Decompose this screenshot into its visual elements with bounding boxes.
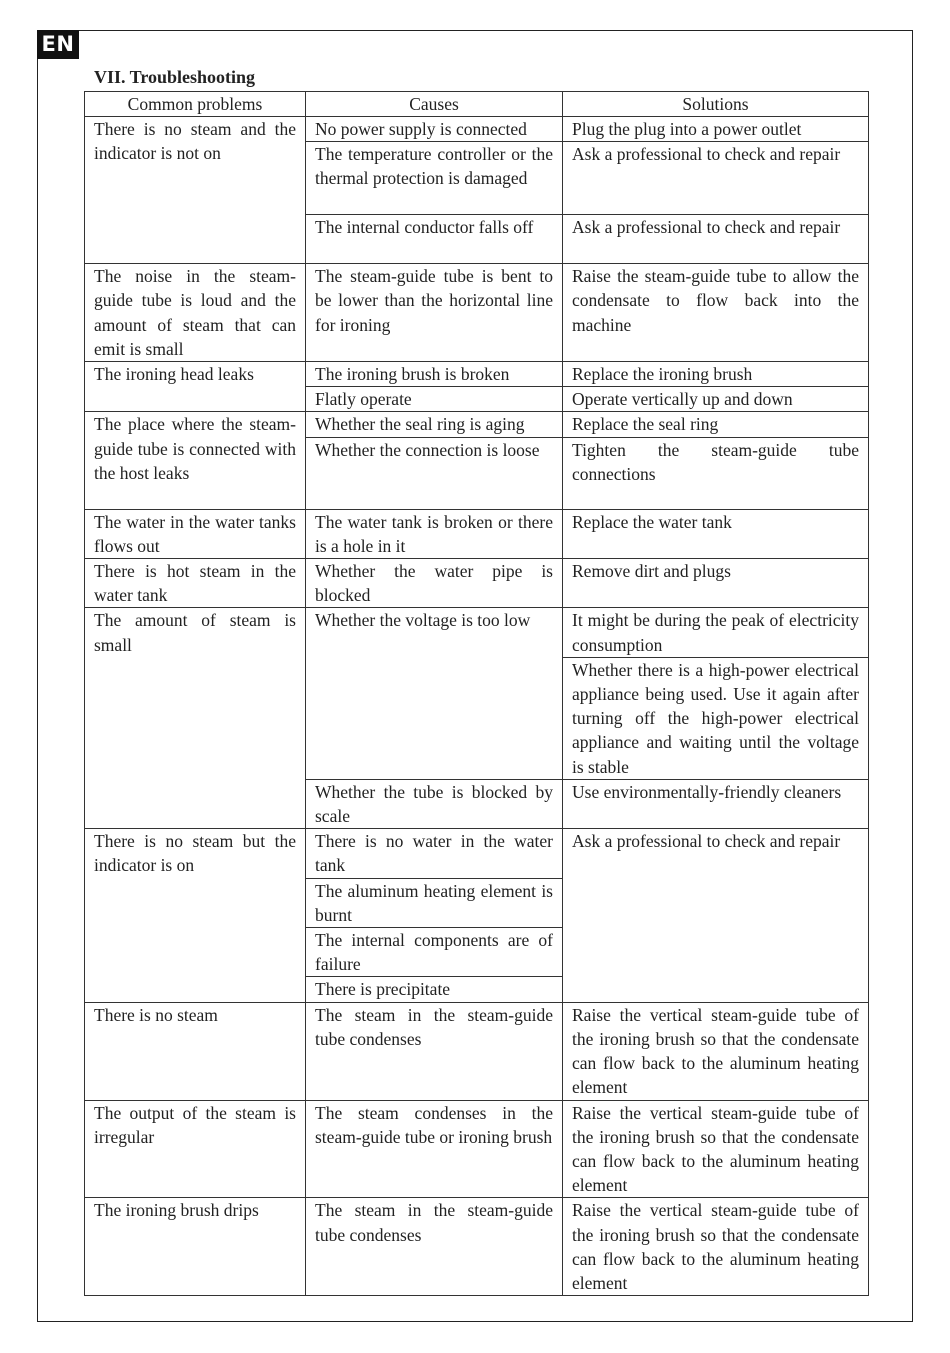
- problem-cell: The output of the steam is irregular: [85, 1100, 306, 1198]
- table-row: [85, 829, 869, 878]
- table-row: [85, 1198, 869, 1296]
- solution-cell: Raise the vertical steam-guide tube of the ironing brush so that the condensate can flow back to the aluminum heating element: [563, 1198, 869, 1296]
- cause-cell: The steam condenses in the steam-guide tube or ironing brush: [306, 1100, 563, 1198]
- cause-cell: No power supply is connected: [306, 117, 563, 142]
- header-causes: Causes: [306, 92, 563, 117]
- table-row: [85, 362, 869, 387]
- table-row: [85, 412, 869, 437]
- cause-cell: The steam in the steam-guide tube condenses: [306, 1002, 563, 1100]
- cause-cell: Whether the water pipe is blocked: [306, 559, 563, 608]
- solution-cell: Use environmentally-friendly cleaners: [563, 779, 869, 828]
- solution-cell: Tighten the steam-guide tube connections: [563, 437, 869, 509]
- problem-cell: There is no steam: [85, 1002, 306, 1100]
- cause-cell: The aluminum heating element is burnt: [306, 878, 563, 927]
- solution-cell: Plug the plug into a power outlet: [563, 117, 869, 142]
- solution-cell: Ask a professional to check and repair: [563, 215, 869, 264]
- cause-cell: The internal conductor falls off: [306, 215, 563, 264]
- cause-cell: The temperature controller or the thermal protection is damaged: [306, 142, 563, 215]
- header-solutions: Solutions: [563, 92, 869, 117]
- problem-cell: The noise in the steam-guide tube is loud and the amount of steam that can emit is small: [85, 264, 306, 362]
- solution-cell: Raise the vertical steam-guide tube of the ironing brush so that the condensate can flow back to the aluminum heating element: [563, 1100, 869, 1198]
- cause-cell: Whether the tube is blocked by scale: [306, 779, 563, 828]
- section-title: VII. Troubleshooting: [94, 67, 256, 87]
- cause-cell: Whether the voltage is too low: [306, 608, 563, 779]
- cause-cell: There is no water in the water tank: [306, 829, 563, 878]
- solution-cell: Remove dirt and plugs: [563, 559, 869, 608]
- problem-cell: There is no steam but the indicator is on: [85, 829, 306, 1002]
- cause-cell: The steam in the steam-guide tube condenses: [306, 1198, 563, 1296]
- problem-cell: The place where the steam-guide tube is connected with the host leaks: [85, 412, 306, 509]
- problem-cell: The amount of steam is small: [85, 608, 306, 829]
- solution-cell: Operate vertically up and down: [563, 387, 869, 412]
- language-badge: EN: [37, 30, 79, 59]
- table-row: [85, 559, 869, 608]
- table-row: [85, 117, 869, 142]
- cause-cell: The water tank is broken or there is a hole in it: [306, 509, 563, 558]
- table-row: [85, 1002, 869, 1100]
- table-row: [85, 509, 869, 558]
- problem-cell: There is no steam and the indicator is not on: [85, 117, 306, 264]
- solution-cell: Replace the ironing brush: [563, 362, 869, 387]
- problem-cell: There is hot steam in the water tank: [85, 559, 306, 608]
- problem-cell: The ironing brush drips: [85, 1198, 306, 1296]
- cause-cell: The internal components are of failure: [306, 928, 563, 977]
- cause-cell: Flatly operate: [306, 387, 563, 412]
- table-row: [85, 608, 869, 657]
- table-row: [85, 1100, 869, 1198]
- header-common-problems: Common problems: [85, 92, 306, 117]
- solution-cell: Raise the vertical steam-guide tube of the ironing brush so that the condensate can flow back to the aluminum heating element: [563, 1002, 869, 1100]
- cause-cell: Whether the seal ring is aging: [306, 412, 563, 437]
- problem-cell: The water in the water tanks flows out: [85, 509, 306, 558]
- solution-cell: It might be during the peak of electricity consumption: [563, 608, 869, 657]
- problem-cell: The ironing head leaks: [85, 362, 306, 412]
- solution-cell: Ask a professional to check and repair: [563, 142, 869, 215]
- table-row: [85, 264, 869, 362]
- solution-cell: Whether there is a high-power electrical appliance being used. Use it again after turning off the high-power electrical appliance and waiting until the voltage is stable: [563, 657, 869, 779]
- solution-cell: Replace the seal ring: [563, 412, 869, 437]
- cause-cell: There is precipitate: [306, 977, 563, 1002]
- troubleshooting-table: [84, 91, 869, 1296]
- cause-cell: The ironing brush is broken: [306, 362, 563, 387]
- solution-cell: Raise the steam-guide tube to allow the condensate to flow back into the machine: [563, 264, 869, 362]
- cause-cell: Whether the connection is loose: [306, 437, 563, 509]
- solution-cell: Ask a professional to check and repair: [563, 829, 869, 1002]
- solution-cell: Replace the water tank: [563, 509, 869, 558]
- table-header-row: [85, 92, 869, 117]
- cause-cell: The steam-guide tube is bent to be lower than the horizontal line for ironing: [306, 264, 563, 362]
